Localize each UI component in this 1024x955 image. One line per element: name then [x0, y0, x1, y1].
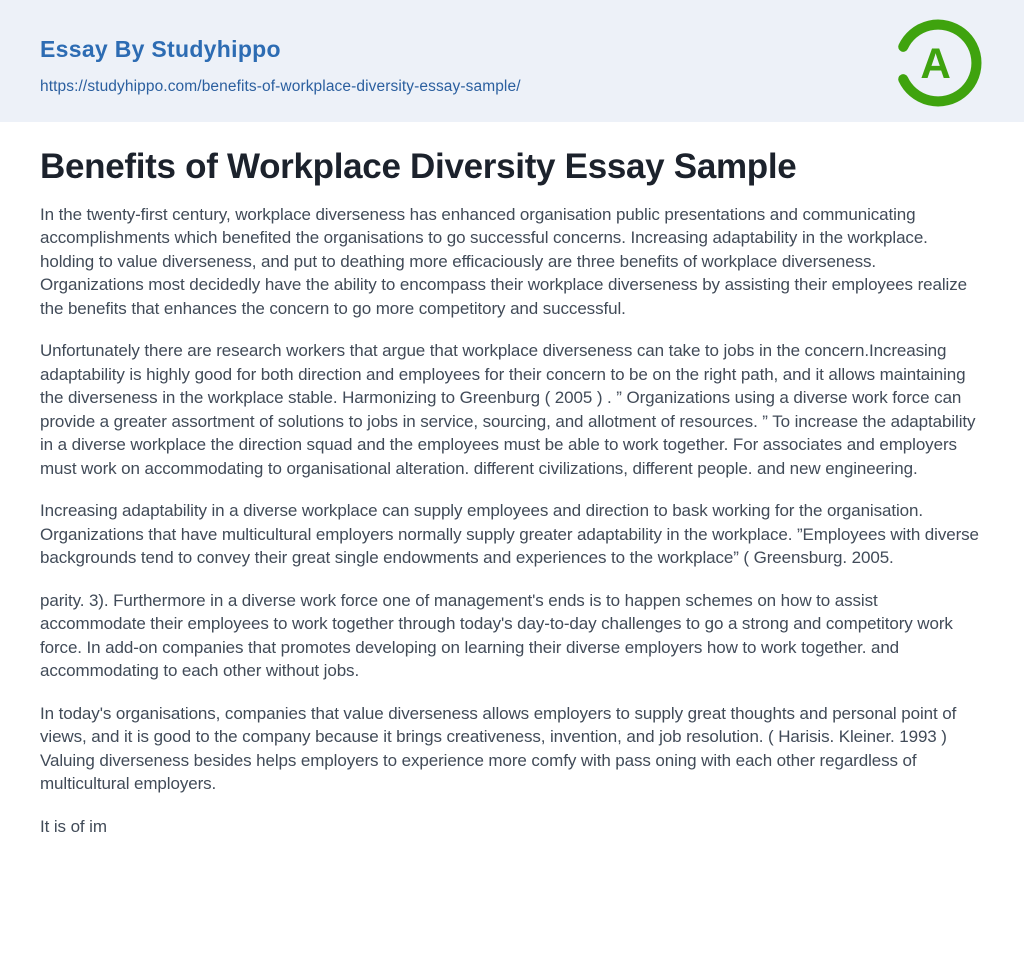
page-title: Benefits of Workplace Diversity Essay Sample: [40, 147, 797, 186]
essay-body: [40, 203, 984, 839]
essay-paragraph: In the twenty-first century, workplace diverseness has enhanced organisation public presentations and communicating accomplishments which benefited the organisations to go successful concerns. Increasing adaptability in the workplace. holding to value diverseness, and put to deathing more efficaciously are three benefits of workplace diverseness. Organizations most decidedly have the ability to encompass their workplace diverseness by assisting their employees realize the benefits that enhances the concern to go more competitory and successful.: [40, 204, 967, 318]
essay-paragraph: It is of im: [40, 816, 107, 836]
essay-paragraph: In today's organisations, companies that value diverseness allows employers to supply great thoughts and personal point of views, and it is good to the company because it brings creativeness, invention, and job resolution. ( Harisis. Kleiner. 1993 ) Valuing diverseness besides helps employers to experience more comfy with pass oning with each other regardless of multicultural employers.: [40, 703, 957, 793]
page-url[interactable]: https://studyhippo.com/benefits-of-workplace-diversity-essay-sample/: [40, 77, 521, 95]
studyhippo-logo-icon: [890, 15, 986, 111]
essay-paragraph: Unfortunately there are research workers that argue that workplace diverseness can take to jobs in the concern.Increasing adaptability is highly good for both direction and employees for their concern to be on the right path, and it allows maintaining the diverseness in the workplace stable. Harmonizing to Greenburg ( 2005 ) . ” Organizations using a diverse work force can provide a greater assortment of solutions to jobs in service, sourcing, and allotment of resources. ” To increase the adaptability in a diverse workplace the direction squad and the employees must be able to work together. For associates and employers must work on accommodating to organisational alteration. different civilizations, different people. and new engineering.: [40, 341, 976, 478]
essay-paragraph: parity. 3). Furthermore in a diverse work force one of management's ends is to happen schemes on how to assist accommodate their employees to work together through today's day-to-day challenges to go a strong and competitory work force. In add-on companies that promotes developing on learning their diverse employers how to work together. and accommodating to each other without jobs.: [40, 590, 953, 680]
site-label: Essay By Studyhippo: [40, 36, 281, 62]
header: [0, 0, 1024, 122]
essay-paragraph: Increasing adaptability in a diverse workplace can supply employees and direction to bask working for the organisation. Organizations that have multicultural employers normally supply greater adaptability in the workplace. ”Employees with diverse backgrounds tend to convey their great single endowments and experiences to the workplace” ( Greensburg. 2005.: [40, 501, 979, 567]
essay-content: [0, 148, 1024, 838]
logo-letter: A: [920, 39, 951, 87]
